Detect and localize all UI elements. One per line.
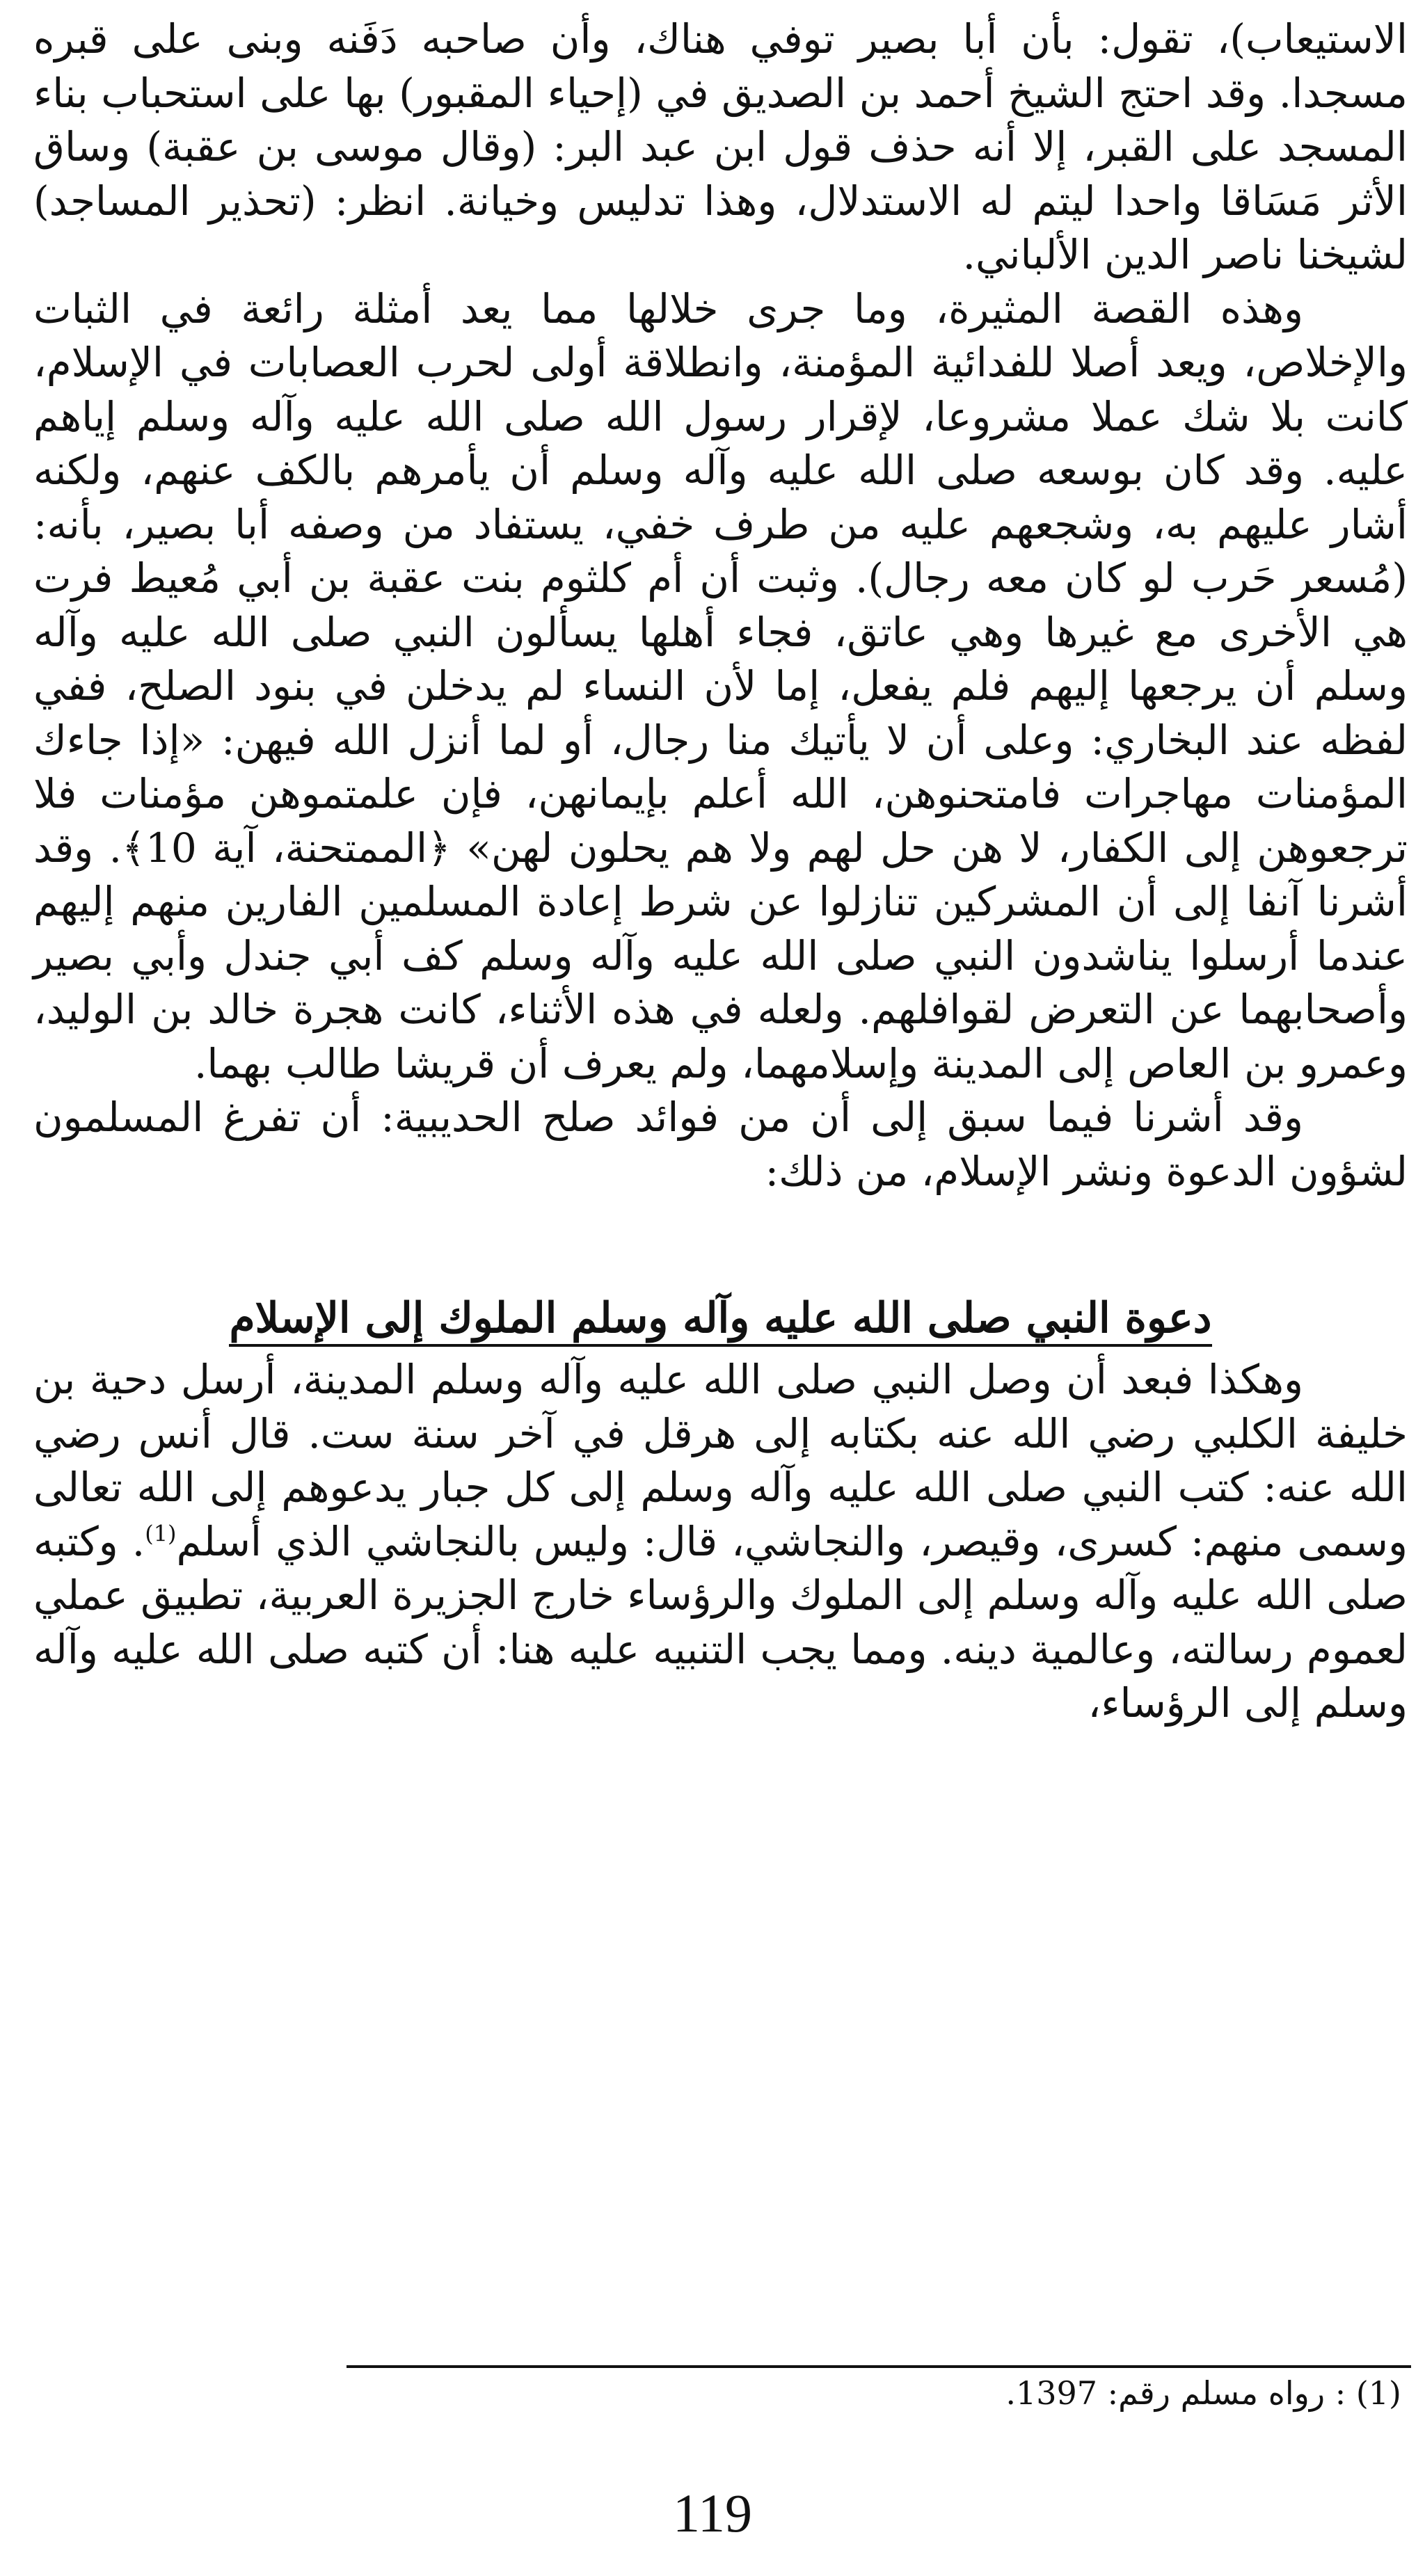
paragraph-1: الاستيعاب)، تقول: بأن أبا بصير توفي هناك، وأن صاحبه دَفَنه وبنى على قبره مسجدا. وقد احتج الشيخ أحمد بن الصديق في (إحياء المقبور) بها على استحباب بناء المسجد على القبر، إلا أنه حذف قول ابن عبد البر: (وقال موسى بن عقبة) وساق الأثر مَسَاقا واحدا ليتم له الاستدلال، وهذا تدليس وخيانة. انظر: (تحذير المساجد) لشيخنا ناصر الدين الألباني. <box>33 15 1408 278</box>
footnote-divider <box>347 2365 1411 2368</box>
section-gap <box>33 1199 1408 1290</box>
paragraph-2: وهذه القصة المثيرة، وما جرى خلالها مما يعد أمثلة رائعة في الثبات والإخلاص، ويعد أصلا للفدائية المؤمنة، وانطلاقة أولى لحرب العصابات في الإسلام، كانت بلا شك عملا مشروعا، لإقرار رسول الله صلى الله عليه وآله وسلم إياهم عليه. وقد كان بوسعه صلى الله عليه وآله وسلم أن يأمرهم بالكف عنهم، ولكنه أشار عليهم به، وشجعهم عليه من طرف خفي، يستفاد من وصفه أبا بصير، بأنه: (مُسعر حَرب لو كان معه رجال). وثبت أن أم كلثوم بنت عقبة بن أبي مُعيط فرت هي الأخرى مع غيرها وهي عاتق، فجاء أهلها يسألون النبي صلى الله عليه وآله وسلم أن يرجعها إليهم فلم يفعل، إما لأن النساء لم يدخلن في بنود الصلح، ففي لفظه عند البخاري: وعلى أن لا يأتيك منا رجال، أو لما أنزل الله فيهن: «إذا جاءك المؤمنات مهاجرات فامتحنوهن، الله أعلم بإيمانهن، فإن علمتموهن مؤمنات فلا ترجعوهن إلى الكفار، لا هن حل لهم ولا هم يحلون لهن» ﴿الممتحنة، آية 10﴾. وقد أشرنا آنفا إلى أن المشركين تنازلوا عن شرط إعادة المسلمين الفارين منهم إليهم عندما أرسلوا يناشدون النبي صلى الله عليه وآله وسلم كف أبي جندل وأبي بصير وأصحابهما عن التعرض لقوافلهم. ولعله في هذه الأثناء، كانت هجرة خالد بن الوليد، وعمرو بن العاص إلى المدينة وإسلامهما، ولم يعرف أن قريشا طالب بهما. <box>33 285 1408 1087</box>
section-heading-text: دعوة النبي صلى الله عليه وآله وسلم الملوك إلى الإسلام <box>229 1294 1211 1347</box>
paragraph-4-text-a: وهكذا فبعد أن وصل النبي صلى الله عليه وآله وسلم المدينة، أرسل دحية بن خليفة الكلبي رضي الله عنه بكتابه إلى هرقل في آخر سنة ست. قال أنس رضي الله عنه: كتب النبي صلى الله عليه وآله وسلم إلى كل جبار يدعوهم إلى الله تعالى وسمى منهم: كسرى، وقيصر، والنجاشي، قال: وليس بالنجاشي الذي أسلم <box>33 1356 1408 1565</box>
paragraph-4-text-b: . وكتبه صلى الله عليه وآله وسلم إلى الملوك والرؤساء خارج الجزيرة العربية، تطبيق عملي لعموم رسالته، وعالمية دينه. ومما يجب التنبيه عليه هنا: أن كتبه صلى الله عليه وآله وسلم إلى الرؤساء، <box>33 1517 1408 1727</box>
footnote: (1) : رواه مسلم رقم: 1397. <box>1005 2374 1401 2412</box>
page-number: 119 <box>672 2483 753 2543</box>
paragraph-3: وقد أشرنا فيما سبق إلى أن من فوائد صلح الحديبية: أن تفرغ المسلمون لشؤون الدعوة ونشر الإسلام، من ذلك: <box>33 1094 1408 1195</box>
page-body <box>33 13 1408 1731</box>
footnote-reference[interactable]: (1) <box>145 1520 177 1547</box>
section-heading <box>33 1290 1408 1346</box>
paragraph-4 <box>33 1353 1408 1731</box>
